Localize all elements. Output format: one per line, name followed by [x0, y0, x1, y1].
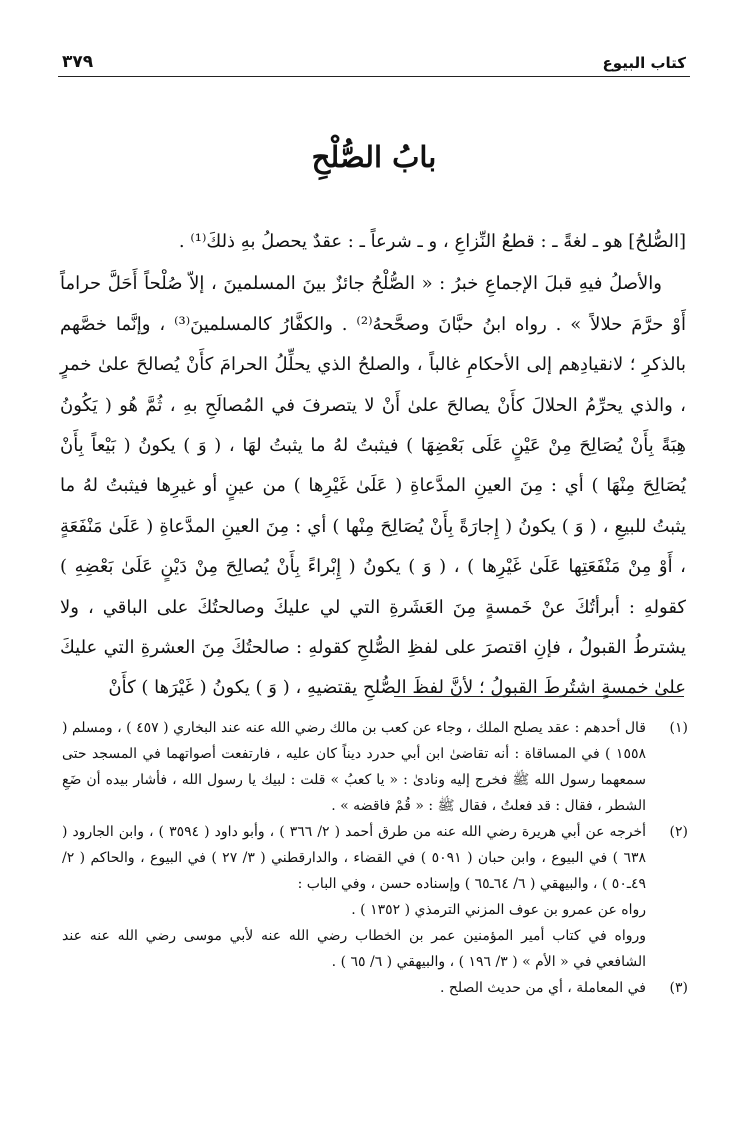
page-number: ٣٧٩ [62, 52, 94, 72]
footnote-number: (٢) [669, 824, 688, 840]
footnote-continuation [62, 923, 688, 975]
footnote-number: (١) [669, 720, 688, 736]
footnote [62, 975, 688, 1001]
running-header-book-title: كتاب البيوع [602, 54, 686, 72]
footnote-number: (٣) [669, 980, 688, 996]
footnote-number [646, 897, 688, 923]
footnote-text: ورواه في كتاب أمير المؤمنين عمر بن الخطاب رضي الله عنه لأبي موسى رضي الله عنه عند الشافعي في « الأم » ( ٣/ ١٩٦ ) ، والبيهقي ( ٦/ ٦٥ ) . [62, 928, 646, 970]
definition-paragraph: [الصُّلحُ] هو ـ لغةً ـ : قطعُ النِّزاعِ ، و ـ شرعاً ـ : عقدٌ يحصلُ بهِ ذلكَ⁽¹⁾ . [178, 231, 686, 252]
body-paragraph: والأصلُ فيهِ قبلَ الإجماعِ خبرُ : « الصُّلْحُ جائزٌ بينَ المسلمينَ ، إلاّ صُلْحاً أَحَلَّ حراماً أَوْ حرَّمَ حلالاً » . رواه ابنُ حبَّانَ وصحَّحهُ⁽²⁾ . والكفَّارُ كالمسلمينَ⁽³⁾ ، وإنَّما خصَّهم بالذكرِ ؛ لانقيادِهم إلى الأحكامِ غالباً ، والصلحُ الذي يحلِّلُ الحرامَ كأَنْ يُصالحَ علىٰ خمرٍ ، والذي يحرِّمُ الحلالَ كأَنْ يصالحَ علىٰ أَنْ لا يتصرفَ في المُصالَحِ بهِ ، ثُمَّ هُو ( يَكُونُ هِبَةً بِأَنْ يُصَالِحَ مِنْ عَيْنٍ عَلَى بَعْضِهَا ) فيثبتُ لهُ ما يثبتُ لهَا ، ( وَ ) يكونُ ( بَيْعاً بِأَنْ يُصَالِحَ مِنْهَا ) أي : مِنَ العينِ المدَّعاةِ ( عَلَىٰ غَيْرِها ) من عينٍ أو غيرِها فيثبتُ لهُ ما يثبتُ للبيعِ ، ( وَ ) يكونُ ( إِجارَةً بِأَنْ يُصَالِحَ مِنْها ) أي : مِنَ العينِ المدَّعاةِ ( عَلَىٰ مَنْفَعَةٍ ، أَوْ مِنْ مَنْفَعَتِها عَلَىٰ غَيْرِها ) ، ( وَ ) يكونُ ( إِبْراءً بِأَنْ يُصالِحَ مِنْ دَيْنٍ عَلَىٰ بَعْضِهِ ) كقولهِ : أبرأتُكَ عنْ خَمسةٍ مِنَ العَشَرةِ التي لي عليكَ وصالحتُكَ على الباقي ، ولا يشترطُ القبولُ ، فإنِ اقتصرَ على لفظِ الصُّلحِ كقولهِ : صالحتُكَ مِنَ العشرةِ التي عليكَ علىٰ خمسةٍ اشتُرطَ القبولُ ؛ لأنَّ لفظَ الصُّلحِ يقتضيهِ ، ( وَ ) يكونُ ( غَيْرَها ) كأَنْ [60, 273, 686, 699]
footnote-number [646, 923, 688, 975]
footnote-text: في المعاملة ، أي من حديث الصلح . [439, 980, 646, 996]
header-rule [58, 76, 690, 77]
footnotes [62, 715, 688, 1001]
footnote-continuation [62, 897, 688, 923]
footnote-text: رواه عن عمرو بن عوف المزني الترمذي ( ١٣٥٢ ) . [351, 902, 646, 918]
footnote [62, 819, 688, 897]
chapter-title: بابُ الصُّلْحِ [311, 140, 437, 174]
main-text [60, 222, 686, 709]
footnote-text: قال أحدهم : عقد يصلح الملك ، وجاء عن كعب بن مالك رضي الله عنه عند البخاري ( ٤٥٧ ) ، ومسلم ( ١٥٥٨ ) في المساقاة : أنه تقاضىٰ ابن أبي حدرد ديناً كان عليه ، فارتفعت أصواتهما في المسجد حتى سمعهما رسول الله ﷺ فخرج إليه ونادىٰ : « يا كعبُ » قلت : لبيك يا رسول الله ، فأشار بيده أن ضَعِ الشطر ، فقال : قد فعلتُ ، فقال ﷺ : « قُمْ فاقضه » . [62, 720, 646, 814]
footnote-separator [394, 696, 684, 697]
footnote [62, 715, 688, 819]
running-header [62, 44, 686, 72]
footnote-text: أخرجه عن أبي هريرة رضي الله عنه من طرق أحمد ( ٢/ ٣٦٦ ) ، وأبو داود ( ٣٥٩٤ ) ، وابن الجارود ( ٦٣٨ ) في البيوع ، وابن حبان ( ٥٠٩١ ) في القضاء ، والدارقطني ( ٣/ ٢٧ ) في البيوع ، والحاكم ( ٢/ ٤٩ـ٥٠ ) ، والبيهقي ( ٦/ ٦٤ـ٦٥ ) وإسناده حسن ، وفي الباب : [62, 824, 646, 892]
